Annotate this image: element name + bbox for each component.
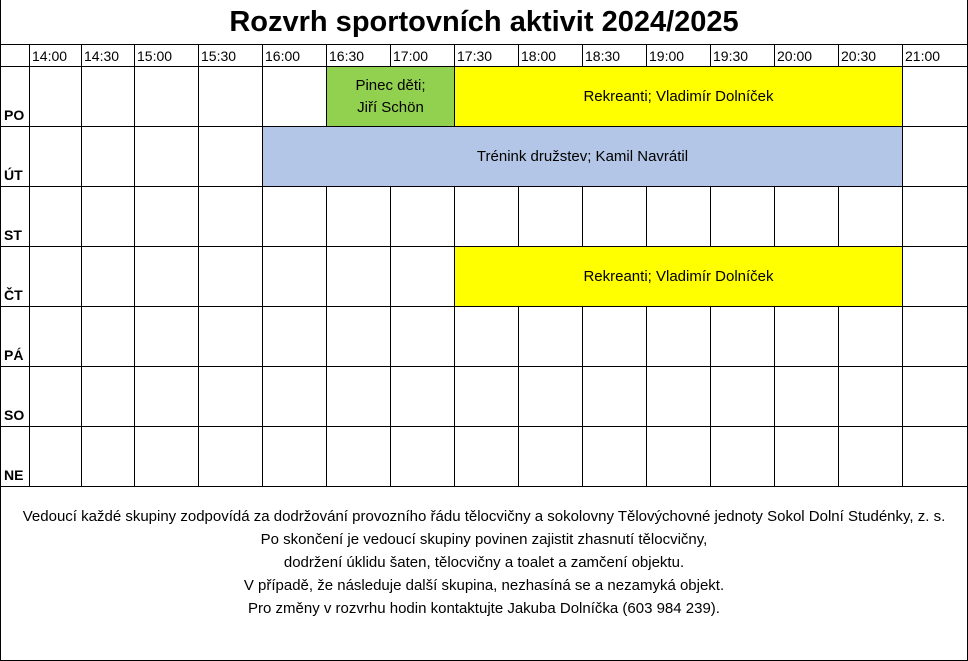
time-header-cell: 17:30 [457,47,493,64]
activity-block [454,246,903,307]
activity-block [326,66,455,127]
activity-label-line: Pinec děti; [355,76,426,94]
time-header-cell: 18:00 [521,47,557,64]
footer-line: dodržení úklidu šaten, tělocvičny a toalet a zamčení objektu. [283,554,685,571]
time-header-cell: 19:30 [713,47,749,64]
activity-block [454,66,903,127]
activity-label-line: Trénink družstev; Kamil Navrátil [476,147,689,165]
grid-line [81,44,82,486]
day-label: ČT [4,287,23,303]
activity-label [583,266,773,288]
day-label: PO [4,107,25,123]
grid-line [134,44,135,486]
time-header-cell: 15:00 [137,47,173,64]
day-label: PÁ [4,347,24,363]
activity-block [262,126,903,187]
grid-line [0,366,968,367]
footer-line: Vedoucí každé skupiny zodpovídá za dodržování provozního řádu tělocvičny a sokolovny Tělovýchovné jednoty Sokol Dolní Studénky, z. s. [22,508,946,525]
footer-line: Pro změny v rozvrhu hodin kontaktujte Jakuba Dolníčka (603 984 239). [248,600,720,617]
time-header-cell: 20:00 [777,47,813,64]
grid-line [262,44,263,486]
grid-line [0,486,968,487]
grid-line [0,44,968,45]
time-header-cell: 21:00 [905,47,941,64]
time-header-cell: 16:00 [265,47,301,64]
time-header-cell: 14:00 [32,47,68,64]
time-header-cell: 17:00 [393,47,429,64]
footer-line: Po skončení je vedoucí skupiny povinen zajistit zhasnutí tělocvičny, [260,531,708,548]
footer-line: V případě, že následuje další skupina, nezhasíná se a nezamyká objekt. [243,577,725,594]
activity-label [583,86,773,108]
time-header-cell: 18:30 [585,47,621,64]
day-label: SO [4,407,25,423]
day-label: NE [4,467,24,483]
activity-label-line: Rekreanti; Vladimír Dolníček [583,267,774,285]
time-header-cell: 16:30 [329,47,365,64]
time-header-cell: 15:30 [201,47,237,64]
grid-line [0,426,968,427]
time-header-cell: 14:30 [84,47,120,64]
footer-notes [0,505,968,620]
day-label: ST [4,227,22,243]
grid-line [29,44,30,486]
time-header-cell: 19:00 [649,47,685,64]
day-label: ÚT [4,167,23,183]
activity-label-line: Rekreanti; Vladimír Dolníček [583,87,774,105]
grid-line [198,44,199,486]
activity-label-line: Jiří Schön [357,98,424,116]
activity-label [477,146,688,168]
time-header-cell: 20:30 [841,47,877,64]
activity-label [355,75,425,119]
page-title: Rozvrh sportovních aktivit 2024/2025 [229,5,739,38]
